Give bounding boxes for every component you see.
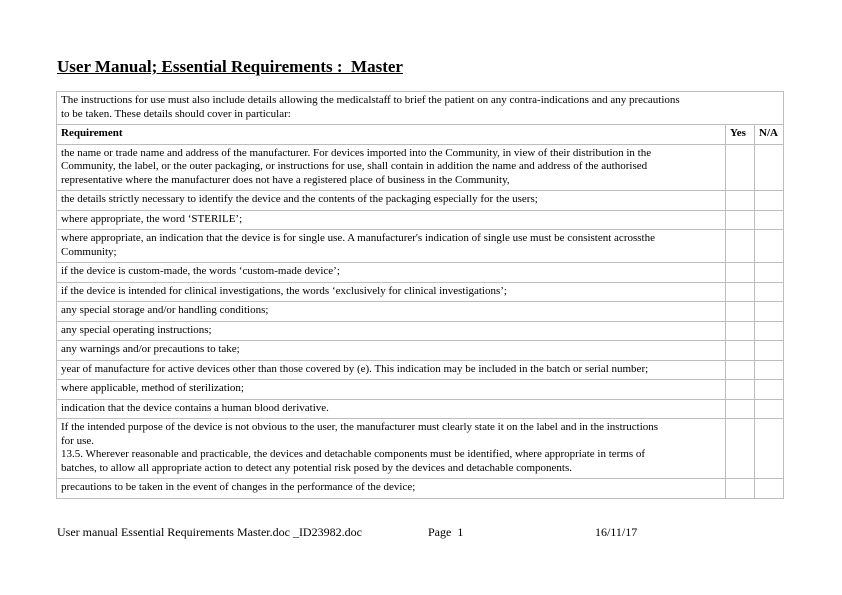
requirement-cell: any special operating instructions;	[57, 321, 726, 341]
yes-cell	[726, 341, 755, 361]
requirement-cell: precautions to be taken in the event of changes in the performance of the device;	[57, 479, 726, 499]
na-cell	[755, 419, 784, 479]
na-cell	[755, 282, 784, 302]
requirements-table	[56, 91, 784, 499]
requirement-cell: any warnings and/or precautions to take;	[57, 341, 726, 361]
column-header-requirement: Requirement	[57, 125, 726, 145]
column-header-yes: Yes	[726, 125, 755, 145]
yes-cell	[726, 144, 755, 191]
footer-date: 16/11/17	[595, 525, 638, 539]
table-row	[57, 380, 784, 400]
requirement-cell: the details strictly necessary to identify the device and the contents of the packaging especially for the users;	[57, 191, 726, 211]
yes-cell	[726, 360, 755, 380]
footer-page-number: Page 1	[428, 525, 464, 539]
requirement-cell: indication that the device contains a human blood derivative.	[57, 399, 726, 419]
table-row	[57, 191, 784, 211]
yes-cell	[726, 191, 755, 211]
table-row	[57, 479, 784, 499]
yes-cell	[726, 263, 755, 283]
table-row	[57, 302, 784, 322]
na-cell	[755, 144, 784, 191]
intro-text: The instructions for use must also include details allowing the medicalstaff to brief the patient on any contra-indications and any precautions to be taken. These details should cover in particular:	[57, 92, 784, 125]
requirement-cell: where appropriate, the word ‘STERILE’;	[57, 210, 726, 230]
yes-cell	[726, 302, 755, 322]
table-row	[57, 321, 784, 341]
table-row	[57, 360, 784, 380]
na-cell	[755, 302, 784, 322]
requirement-cell: if the device is intended for clinical investigations, the words ‘exclusively for clinical investigations’;	[57, 282, 726, 302]
na-cell	[755, 321, 784, 341]
table-row	[57, 144, 784, 191]
requirement-cell: year of manufacture for active devices other than those covered by (e). This indication may be included in the batch or serial number;	[57, 360, 726, 380]
requirement-cell: where appropriate, an indication that the device is for single use. A manufacturer's indication of single use must be consistent acrossthe Community;	[57, 230, 726, 263]
na-cell	[755, 360, 784, 380]
na-cell	[755, 399, 784, 419]
requirement-cell: If the intended purpose of the device is not obvious to the user, the manufacturer must clearly state it on the label and in the instructions for use. 13.5. Wherever reasonable and practicable, the devices and detachable components must be identified, where appropriate in terms of batches, to allow all appropriate action to detect any potential risk posed by the devices and detachable components.	[57, 419, 726, 479]
table-row	[57, 419, 784, 479]
requirement-cell: if the device is custom-made, the words ‘custom-made device’;	[57, 263, 726, 283]
na-cell	[755, 191, 784, 211]
requirement-cell: any special storage and/or handling conditions;	[57, 302, 726, 322]
requirement-cell: the name or trade name and address of the manufacturer. For devices imported into the Community, in view of their distribution in the Community, the label, or the outer packaging, or instructions for use, shall contain in addition the name and address of the authorised representative where the manufacturer does not have a registered place of business in the Community,	[57, 144, 726, 191]
yes-cell	[726, 282, 755, 302]
column-header-na: N/A	[755, 125, 784, 145]
yes-cell	[726, 399, 755, 419]
intro-row	[57, 92, 784, 125]
table-row	[57, 282, 784, 302]
footer-document-name: User manual Essential Requirements Master.doc _ID23982.doc	[57, 525, 362, 539]
na-cell	[755, 341, 784, 361]
na-cell	[755, 479, 784, 499]
yes-cell	[726, 321, 755, 341]
yes-cell	[726, 380, 755, 400]
na-cell	[755, 230, 784, 263]
page-title: User Manual; Essential Requirements : Master	[57, 57, 403, 76]
yes-cell	[726, 230, 755, 263]
yes-cell	[726, 479, 755, 499]
yes-cell	[726, 210, 755, 230]
requirement-cell: where applicable, method of sterilization;	[57, 380, 726, 400]
table-row	[57, 263, 784, 283]
yes-cell	[726, 419, 755, 479]
header-row	[57, 125, 784, 145]
table-row	[57, 230, 784, 263]
table-row	[57, 210, 784, 230]
table-row	[57, 399, 784, 419]
na-cell	[755, 263, 784, 283]
na-cell	[755, 380, 784, 400]
table-row	[57, 341, 784, 361]
na-cell	[755, 210, 784, 230]
